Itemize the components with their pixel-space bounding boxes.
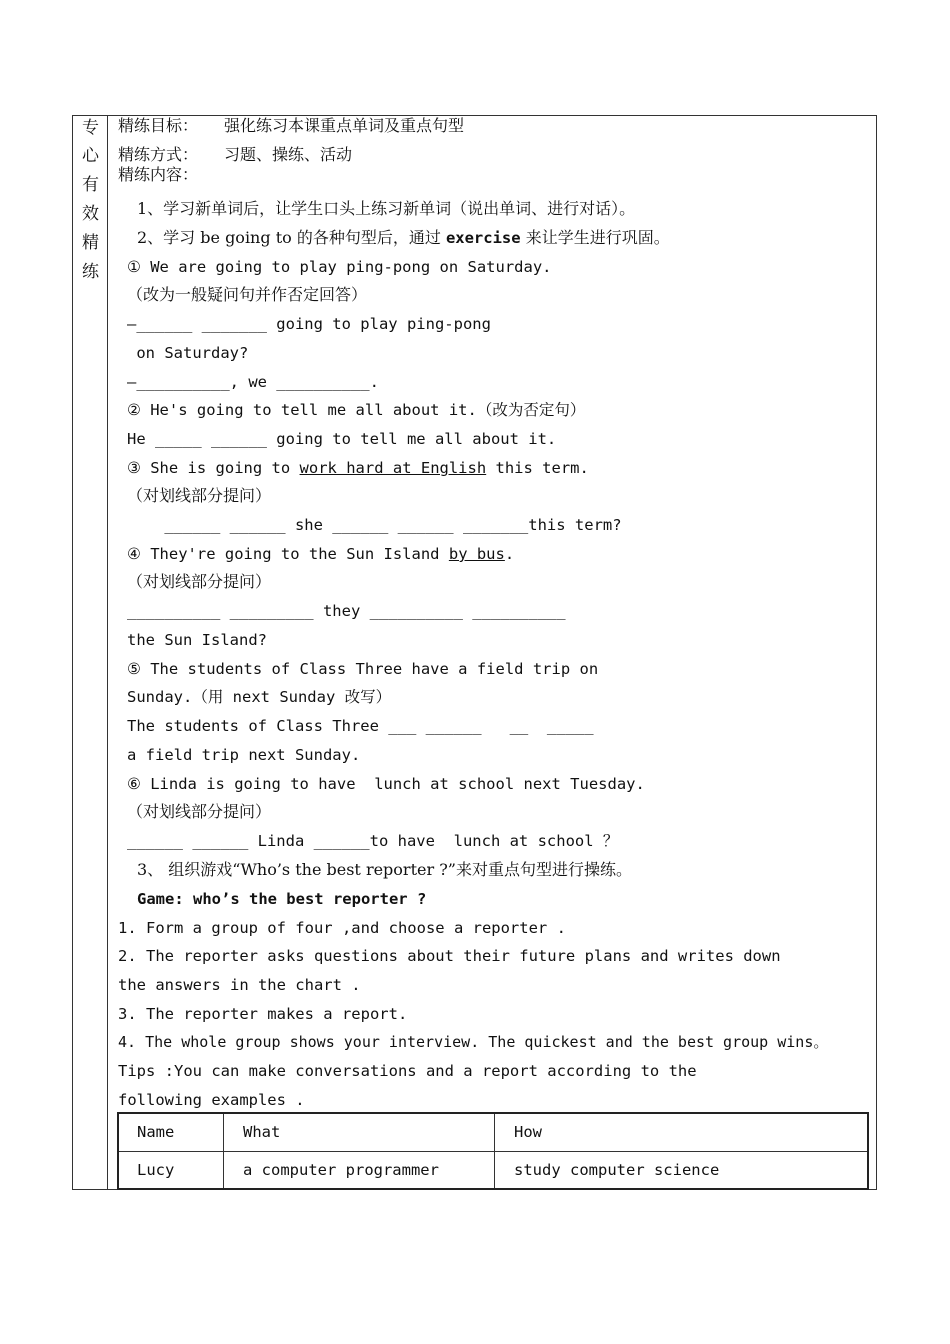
sidebar bbox=[73, 116, 108, 1189]
exercise-6-answer-line: ______ ______ Linda ______to have lunch at school ？ bbox=[127, 832, 619, 850]
example-table bbox=[117, 1112, 869, 1190]
table-header-name: Name bbox=[137, 1123, 175, 1141]
method-text: 习题、操练、活动 bbox=[224, 145, 353, 164]
step-2: 2、学习 be going to 的各种句型后，通过 exercise 来让学生进行巩固。 bbox=[137, 228, 670, 247]
table-divider bbox=[119, 1151, 867, 1152]
goal-label: 精练目标： bbox=[118, 116, 199, 135]
table-cell: study computer science bbox=[514, 1161, 720, 1179]
exercise-5-answer-line: a field trip next Sunday. bbox=[127, 746, 361, 764]
sidebar-char: 专 bbox=[82, 118, 99, 138]
exercise-5-question: ⑤ The students of Class Three have a field trip on bbox=[127, 660, 599, 678]
exercise-1-answer-line: —______ _______ going to play ping-pong bbox=[127, 315, 491, 333]
table-cell: Lucy bbox=[137, 1161, 175, 1179]
exercise-6-question: ⑥ Linda is going to have lunch at school next Tuesday. bbox=[127, 775, 645, 793]
exercise-4-instruction: （对划线部分提问） bbox=[127, 572, 272, 591]
exercise-4-answer-line: __________ _________ they __________ __________ bbox=[127, 602, 566, 620]
step-1: 1、学习新单词后，让学生口头上练习新单词（说出单词、进行对话）。 bbox=[137, 199, 636, 218]
rule-1: 1. Form a group of four ,and choose a reporter . bbox=[118, 919, 566, 937]
exercise-3-question: ③ She is going to work hard at English this term. bbox=[127, 459, 589, 477]
exercise-3-instruction: （对划线部分提问） bbox=[127, 486, 272, 505]
underlined-phrase: work hard at English bbox=[299, 459, 487, 477]
rule-4: 4. The whole group shows your interview. The quickest and the best group wins。 bbox=[118, 1033, 829, 1051]
table-cell: a computer programmer bbox=[243, 1161, 439, 1179]
exercise-1-question: ① We are going to play ping-pong on Saturday. bbox=[127, 258, 552, 276]
table-header-how: How bbox=[514, 1123, 542, 1141]
tips-cont: following examples . bbox=[118, 1091, 305, 1109]
sidebar-char: 效 bbox=[82, 204, 99, 224]
goal-text: 强化练习本课重点单词及重点句型 bbox=[224, 116, 465, 135]
exercise-4-answer-line: the Sun Island? bbox=[127, 631, 267, 649]
exercise-2-answer-line: He _____ ______ going to tell me all about it. bbox=[127, 430, 557, 448]
sidebar-char: 心 bbox=[82, 146, 99, 166]
sidebar-char: 精 bbox=[82, 233, 99, 253]
underlined-phrase: by bus bbox=[448, 545, 505, 563]
exercise-3-answer-line: ______ ______ she ______ ______ _______this term? bbox=[127, 516, 622, 534]
rule-3: 3. The reporter makes a report. bbox=[118, 1005, 408, 1023]
exercise-1-answer-line: on Saturday? bbox=[127, 344, 249, 362]
rule-2-cont: the answers in the chart . bbox=[118, 976, 361, 994]
tips: Tips :You can make conversations and a report according to the bbox=[118, 1062, 697, 1080]
game-title: Game: who’s the best reporter ? bbox=[137, 890, 427, 908]
rule-2: 2. The reporter asks questions about their future plans and writes down bbox=[118, 947, 781, 965]
exercise-4-question: ④ They're going to the Sun Island by bus. bbox=[127, 545, 515, 563]
exercise-6-instruction: （对划线部分提问） bbox=[127, 802, 272, 821]
sidebar-char: 练 bbox=[82, 262, 99, 282]
exercise-2-question: ② He's going to tell me all about it.（改为否定句） bbox=[127, 401, 586, 419]
step-3: 3、 组织游戏“Who’s the best reporter ?”来对重点句型进行操练。 bbox=[137, 860, 632, 879]
content-label: 精练内容： bbox=[118, 165, 199, 184]
exercise-5-answer-line: The students of Class Three ___ ______ __ _____ bbox=[127, 717, 594, 735]
exercise-1-instruction: （改为一般疑问句并作否定回答） bbox=[127, 285, 368, 304]
sidebar-char: 有 bbox=[82, 175, 99, 195]
exercise-1-answer-line: —__________, we __________. bbox=[127, 373, 379, 391]
method-label: 精练方式： bbox=[118, 145, 199, 164]
exercise-5-question-cont: Sunday.（用 next Sunday 改写） bbox=[127, 688, 392, 706]
table-header-what: What bbox=[243, 1123, 281, 1141]
